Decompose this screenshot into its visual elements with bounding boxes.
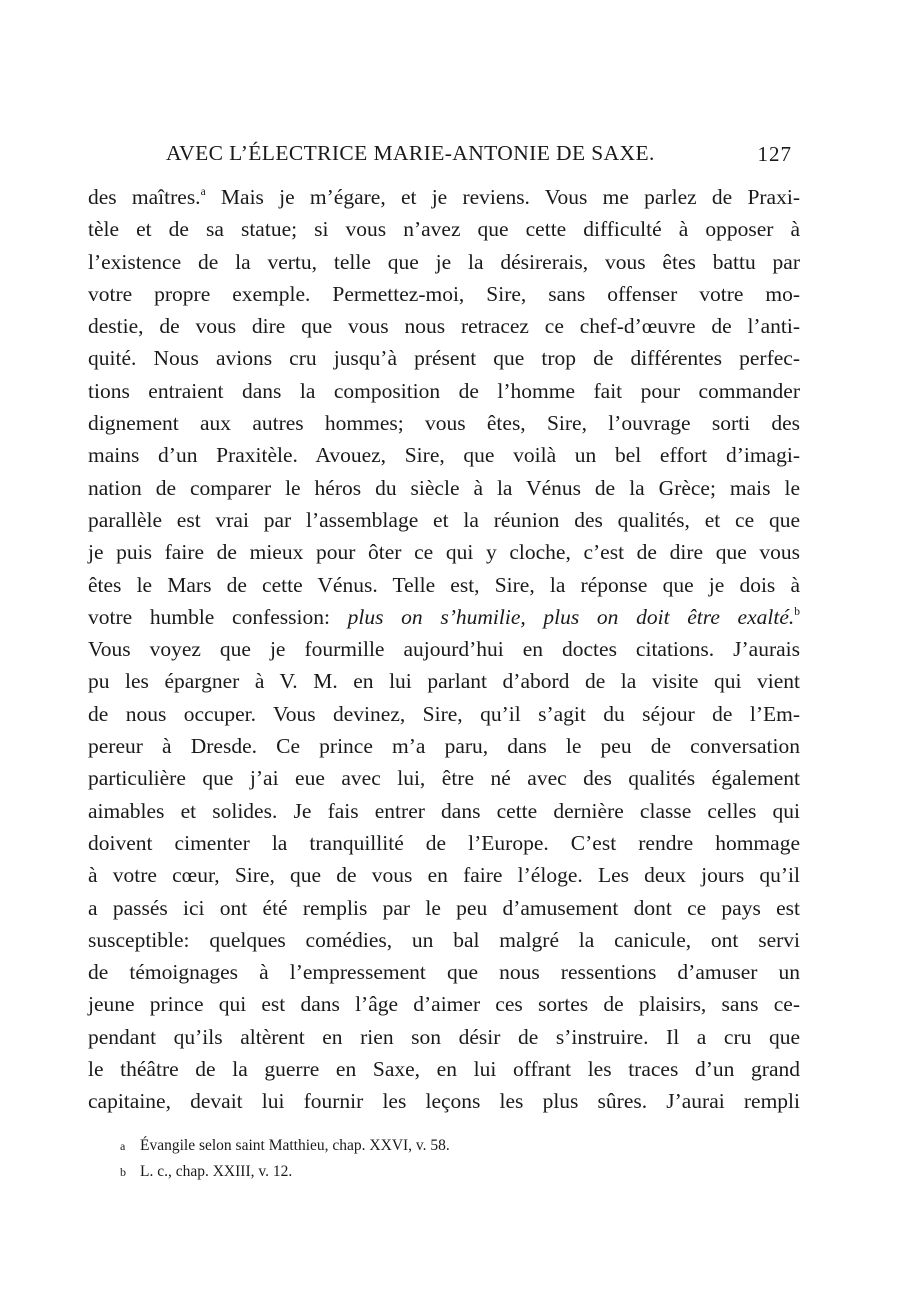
- text-segment: susceptible: quelques comédies, un bal malgré la canicule, ont servi: [88, 927, 800, 952]
- text-segment: doivent cimenter la tranquillité de l’Europe. C’est rendre hommage: [88, 830, 800, 855]
- text-line: [88, 278, 800, 310]
- page-number: 127: [757, 142, 792, 166]
- text-line: [88, 1053, 800, 1085]
- text-segment: Mais je m’égare, et je reviens. Vous me parlez de Praxi-: [205, 185, 800, 209]
- text-segment: Vous voyez que je fourmille aujourd’hui en doctes citations. J’aurais: [88, 637, 800, 662]
- text-segment: de témoignages à l’empressement que nous ressentions d’amuser un: [88, 960, 800, 985]
- text-segment: capitaine, devait lui fournir les leçons les plus sûres. J’aurai rempli: [88, 1089, 800, 1114]
- text-segment: des maîtres.: [88, 185, 201, 209]
- text-line: [88, 956, 800, 988]
- text-segment: pu les épargner à V. M. en lui parlant d’abord de la visite qui vient: [88, 669, 800, 694]
- text-line: [88, 762, 800, 794]
- text-line: [88, 1085, 800, 1117]
- footnotes: [120, 1133, 620, 1185]
- text-line: [88, 472, 800, 504]
- text-line: [88, 536, 800, 568]
- running-title: AVEC L’ÉLECTRICE MARIE-ANTONIE DE SAXE.: [166, 141, 655, 165]
- text-segment: parallèle est vrai par l’assemblage et la réunion des qualités, et ce que: [88, 507, 800, 532]
- text-line: [88, 407, 800, 439]
- text-segment: de nous occuper. Vous devinez, Sire, qu’il s’agit du séjour de l’Em-: [88, 701, 800, 726]
- text-segment: mains d’un Praxitèle. Avouez, Sire, que voilà un bel effort d’imagi-: [88, 443, 800, 468]
- text-line: [88, 375, 800, 407]
- text-segment: à votre cœur, Sire, que de vous en faire l’éloge. Les deux jours qu’il: [88, 863, 800, 888]
- text-segment: nation de comparer le héros du siècle à la Vénus de la Grèce; mais le: [88, 475, 800, 500]
- footnote-mark: a: [120, 1139, 126, 1153]
- text-segment: destie, de vous dire que vous nous retracez ce chef-d’œuvre de l’anti-: [88, 314, 800, 339]
- text-segment: l’existence de la vertu, telle que je la désirerais, vous êtes battu par: [88, 249, 800, 274]
- text-segment: je puis faire de mieux pour ôter ce qui y cloche, c’est de dire que vous: [88, 540, 800, 565]
- text-segment: pereur à Dresde. Ce prince m’a paru, dans le peu de conversation: [88, 734, 800, 759]
- text-line: [88, 601, 800, 633]
- text-segment: votre humble confession:: [88, 604, 348, 629]
- footnote-reference: a: [200, 186, 206, 198]
- text-segment: jeune prince qui est dans l’âge d’aimer ces sortes de plaisirs, sans ce-: [88, 992, 800, 1017]
- text-segment: a passés ici ont été remplis par le peu d’amusement dont ce pays est: [88, 895, 800, 920]
- text-segment: pendant qu’ils altèrent en rien son désir de s’instruire. Il a cru que: [88, 1024, 800, 1049]
- text-line: [88, 795, 800, 827]
- footnote-reference: b: [794, 605, 800, 618]
- text-line: [88, 859, 800, 891]
- text-line: [88, 213, 800, 245]
- text-line: [88, 342, 800, 374]
- text-line: [88, 698, 800, 730]
- text-line: [88, 569, 800, 601]
- body-text: [88, 181, 800, 1118]
- footnote: [120, 1133, 620, 1159]
- text-line: [88, 924, 800, 956]
- footnote-text: Évangile selon saint Matthieu, chap. XXVI, v. 58.: [140, 1137, 450, 1154]
- text-segment: aimables et solides. Je fais entrer dans cette dernière classe celles qui: [88, 798, 800, 823]
- text-line: [88, 246, 800, 278]
- text-segment: votre propre exemple. Permettez-moi, Sire, sans offenser votre mo-: [88, 281, 800, 306]
- text-line: [88, 181, 800, 213]
- text-segment: tèle et de sa statue; si vous n’avez que cette difficulté à opposer à: [88, 217, 800, 242]
- footnote-mark: b: [120, 1165, 126, 1179]
- text-line: [88, 988, 800, 1020]
- text-line: [88, 1021, 800, 1053]
- text-segment: êtes le Mars de cette Vénus. Telle est, Sire, la réponse que je dois à: [88, 572, 800, 597]
- footnote-text: L. c., chap. XXIII, v. 12.: [140, 1163, 293, 1180]
- text-segment: tions entraient dans la composition de l’homme fait pour commander: [88, 378, 800, 403]
- text-line: [88, 504, 800, 536]
- italic-quotation: plus on s’humilie, plus on doit être exalté.: [347, 604, 795, 629]
- text-segment: quité. Nous avions cru jusqu’à présent que trop de différentes perfec-: [88, 346, 800, 371]
- text-segment: particulière que j’ai eue avec lui, être né avec des qualités également: [88, 766, 800, 791]
- text-line: [88, 665, 800, 697]
- footnote: [120, 1159, 620, 1185]
- text-line: [88, 730, 800, 762]
- text-line: [88, 827, 800, 859]
- text-line: [88, 439, 800, 471]
- text-segment: dignement aux autres hommes; vous êtes, Sire, l’ouvrage sorti des: [88, 411, 800, 436]
- text-segment: le théâtre de la guerre en Saxe, en lui offrant les traces d’un grand: [88, 1057, 800, 1082]
- running-head: [88, 141, 798, 175]
- text-line: [88, 892, 800, 924]
- text-line: [88, 633, 800, 665]
- text-line: [88, 310, 800, 342]
